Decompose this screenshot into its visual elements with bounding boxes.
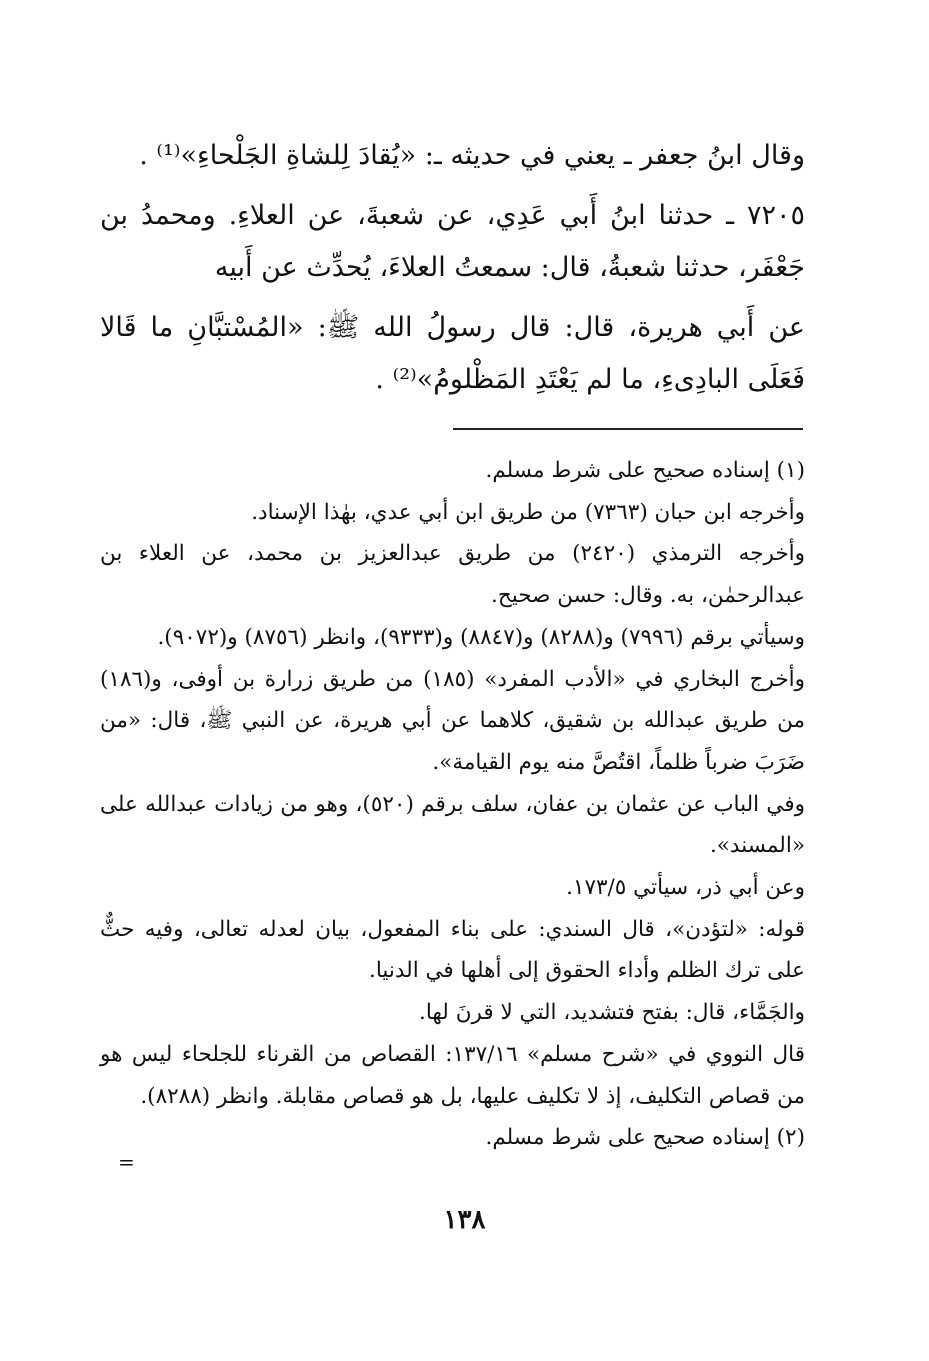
page-number: ١٣٨ (443, 1205, 486, 1235)
footnote-paragraph: قوله: «لتؤدن»، قال السندي: على بناء المفعول، بيان لعدله تعالى، وفيه حثٌّ على ترك الظلم وأداء الحقوق إلى أهلها في الدنيا. (100, 916, 805, 984)
footnotes (100, 450, 805, 1159)
continuation-mark: = (118, 1150, 135, 1174)
hadith-7205-isnad: ٧٢٠٥ ـ حدثنا ابنُ أَبي عَدِي، عن شعبةَ، عن العلاءِ. ومحمدُ بن جَعْفَر، حدثنا شعبةُ، قال: سمعتُ العلاءَ، يُحدِّث عن أَبيه (100, 200, 805, 283)
footnote-2-heading: (٢) إسناده صحيح على شرط مسلم. (485, 1125, 805, 1151)
text-line-1: وقال ابنُ جعفر ـ يعني في حديثه ـ: «يُقادَ لِلشاةِ الجَلْحاءِ»⁽¹⁾ . (139, 140, 805, 171)
hadith-text (100, 130, 805, 406)
footnote-1-heading: (١) إسناده صحيح على شرط مسلم. (485, 458, 805, 483)
footnote-paragraph: وفي الباب عن عثمان بن عفان، سلف برقم (٥٢٠)، وهو من زيادات عبدالله على «المسند». (100, 791, 805, 859)
footnote-paragraph: قال النووي في «شرح مسلم» ١٣٧/١٦: القصاص من القرناء للجلحاء ليس هو من قصاص التكليف، إذ لا تكليف عليها، بل هو قصاص مقابلة. وانظر (٨٢٨٨). (100, 1041, 805, 1109)
footnote-paragraph: وعن أبي ذر، سيأتي ١٧٣/٥. (566, 875, 805, 901)
footnote-paragraph: وأخرجه ابن حبان (٧٣٦٣) من طريق ابن أبي عدي، بهٰذا الإسناد. (251, 499, 805, 525)
footnote-paragraph: وأخرجه الترمذي (٢٤٢٠) من طريق عبدالعزيز بن محمد، عن العلاء بن عبدالرحمٰن، به. وقال: حسن صحيح. (100, 541, 805, 609)
hadith-7205-matn: عن أَبي هريرة، قال: قال رسولُ الله ﷺ: «المُسْتبَّانِ ما قَالا فَعَلَى البادِىءِ، ما لم يَعْتَدِ المَظْلومُ»⁽²⁾ . (100, 312, 805, 395)
footnote-paragraph: وسيأتي برقم (٧٩٩٦) و(٨٢٨٨) و(٨٨٤٧) و(٩٣٣٣)، وانظر (٨٧٥٦) و(٩٠٧٢). (157, 624, 805, 650)
footnote-paragraph: والجَمَّاء، قال: بفتح فتشديد، التي لا قرنَ لها. (419, 1000, 805, 1026)
footnote-paragraph: وأخرج البخاري في «الأدب المفرد» (١٨٥) من طريق زرارة بن أوفى، و(١٨٦) من طريق عبدالله بن شقيق، كلاهما عن أبي هريرة، عن النبي ﷺ، قال: «من ضَرَبَ ضرباً ظلماً، اقتُصَّ منه يوم القيامة». (100, 666, 806, 775)
footnote-divider (453, 428, 803, 430)
